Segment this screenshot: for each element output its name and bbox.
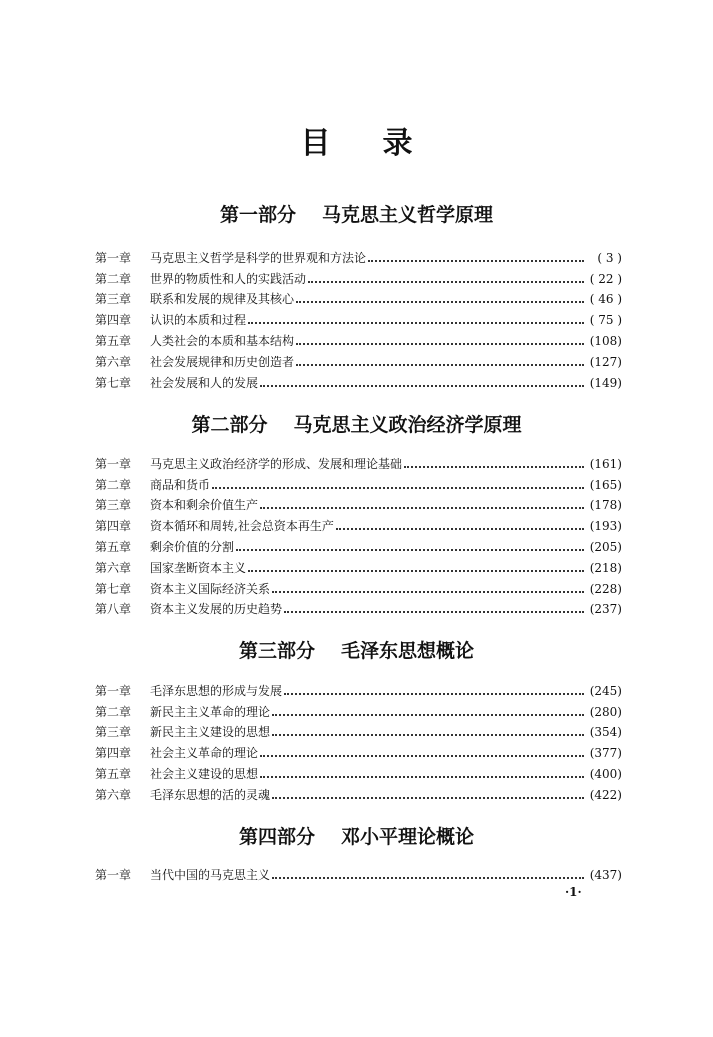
chapter-number: 第四章 — [95, 746, 132, 761]
toc-list-part-1 — [95, 244, 622, 390]
chapter-title: 认识的本质和过程 — [150, 313, 247, 328]
toc-entry[interactable] — [95, 596, 622, 617]
dot-leader — [260, 776, 584, 778]
toc-entry[interactable] — [95, 492, 622, 513]
chapter-title: 联系和发展的规律及其核心 — [150, 292, 295, 307]
toc-entry[interactable] — [95, 369, 622, 390]
chapter-number: 第六章 — [95, 787, 132, 802]
page-title-left: 目 — [300, 126, 331, 161]
dot-leader — [284, 693, 584, 695]
chapter-number: 第三章 — [95, 498, 132, 513]
dot-leader — [260, 385, 584, 387]
chapter-page: ( 46 ) — [589, 292, 622, 307]
dot-leader — [404, 466, 584, 468]
chapter-title: 商品和货币 — [150, 477, 211, 492]
part-name: 毛泽东思想概论 — [341, 640, 475, 662]
toc-entry[interactable] — [95, 450, 622, 471]
toc-entry[interactable] — [95, 781, 622, 802]
chapter-number: 第六章 — [95, 354, 132, 369]
chapter-title: 社会主义革命的理论 — [150, 746, 259, 761]
chapter-number: 第四章 — [95, 519, 132, 534]
chapter-page: (245) — [589, 683, 622, 698]
toc-entry[interactable] — [95, 533, 622, 554]
toc-list-part-2 — [95, 450, 622, 616]
chapter-number: 第二章 — [95, 271, 132, 286]
chapter-page: (437) — [589, 867, 622, 882]
chapter-number: 第一章 — [95, 867, 132, 882]
dot-leader — [296, 343, 584, 345]
chapter-title: 新民主主义建设的思想 — [150, 725, 271, 740]
chapter-page: (218) — [589, 560, 622, 575]
dot-leader — [272, 877, 584, 879]
chapter-page: ( 3 ) — [597, 250, 622, 265]
dot-leader — [248, 322, 584, 324]
toc-entry[interactable] — [95, 677, 622, 698]
chapter-page: (400) — [589, 766, 622, 781]
toc-entry[interactable] — [95, 554, 622, 575]
chapter-number: 第五章 — [95, 333, 132, 348]
part-heading-4 — [0, 822, 713, 849]
dot-leader — [284, 611, 584, 613]
part-label: 第二部分 — [191, 414, 268, 436]
chapter-number: 第五章 — [95, 539, 132, 554]
part-heading-2 — [0, 410, 713, 437]
dot-leader — [296, 301, 584, 303]
dot-leader — [260, 507, 584, 509]
chapter-title: 资本循环和周转,社会总资本再生产 — [150, 519, 334, 534]
chapter-title: 马克思主义政治经济学的形成、发展和理论基础 — [150, 456, 403, 471]
toc-list-part-3 — [95, 677, 622, 802]
chapter-title: 国家垄断资本主义 — [150, 560, 247, 575]
chapter-title: 资本主义国际经济关系 — [150, 581, 271, 596]
toc-list-part-4 — [95, 861, 622, 882]
toc-entry[interactable] — [95, 739, 622, 760]
toc-entry[interactable] — [95, 719, 622, 740]
chapter-page: (149) — [589, 375, 622, 390]
page-title — [0, 118, 713, 162]
page-number: ·1· — [565, 885, 582, 899]
part-label: 第三部分 — [238, 640, 315, 662]
toc-entry[interactable] — [95, 286, 622, 307]
chapter-page: ( 75 ) — [589, 313, 622, 328]
dot-leader — [212, 487, 584, 489]
chapter-number: 第六章 — [95, 560, 132, 575]
chapter-page: (193) — [589, 519, 622, 534]
part-label: 第一部分 — [219, 204, 296, 226]
dot-leader — [236, 549, 584, 551]
chapter-page: (178) — [589, 498, 622, 513]
dot-leader — [272, 714, 584, 716]
chapter-page: (165) — [589, 477, 622, 492]
chapter-title: 社会发展和人的发展 — [150, 375, 259, 390]
chapter-number: 第七章 — [95, 375, 132, 390]
chapter-page: (237) — [589, 602, 622, 617]
chapter-number: 第一章 — [95, 456, 132, 471]
chapter-number: 第五章 — [95, 766, 132, 781]
chapter-title: 资本和剩余价值生产 — [150, 498, 259, 513]
toc-entry[interactable] — [95, 861, 622, 882]
chapter-page: (108) — [589, 333, 622, 348]
chapter-number: 第三章 — [95, 292, 132, 307]
dot-leader — [272, 591, 584, 593]
chapter-title: 毛泽东思想的形成与发展 — [150, 683, 283, 698]
toc-entry[interactable] — [95, 265, 622, 286]
chapter-title: 马克思主义哲学是科学的世界观和方法论 — [150, 250, 367, 265]
dot-leader — [308, 281, 584, 283]
dot-leader — [296, 364, 584, 366]
dot-leader — [260, 755, 584, 757]
chapter-number: 第二章 — [95, 477, 132, 492]
part-name: 邓小平理论概论 — [341, 826, 475, 848]
chapter-title: 当代中国的马克思主义 — [150, 867, 271, 882]
chapter-number: 第三章 — [95, 725, 132, 740]
toc-entry[interactable] — [95, 306, 622, 327]
chapter-number: 第七章 — [95, 581, 132, 596]
part-heading-3 — [0, 636, 713, 663]
toc-entry[interactable] — [95, 471, 622, 492]
part-heading-1 — [0, 200, 713, 227]
chapter-title: 新民主主义革命的理论 — [150, 704, 271, 719]
toc-entry[interactable] — [95, 575, 622, 596]
part-name: 马克思主义哲学原理 — [322, 204, 494, 226]
toc-entry[interactable] — [95, 348, 622, 369]
chapter-number: 第二章 — [95, 704, 132, 719]
dot-leader — [368, 260, 584, 262]
chapter-number: 第八章 — [95, 602, 132, 617]
chapter-number: 第一章 — [95, 250, 132, 265]
dot-leader — [272, 797, 584, 799]
chapter-number: 第四章 — [95, 313, 132, 328]
dot-leader — [248, 570, 584, 572]
page-title-right: 录 — [382, 126, 413, 161]
chapter-page: (161) — [589, 456, 622, 471]
chapter-page: (354) — [589, 725, 622, 740]
toc-entry[interactable] — [95, 244, 622, 265]
toc-entry[interactable] — [95, 327, 622, 348]
chapter-title: 资本主义发展的历史趋势 — [150, 602, 283, 617]
chapter-title: 剩余价值的分割 — [150, 539, 235, 554]
chapter-page: (422) — [589, 787, 622, 802]
chapter-page: (280) — [589, 704, 622, 719]
toc-entry[interactable] — [95, 512, 622, 533]
part-name: 马克思主义政治经济学原理 — [293, 414, 522, 436]
chapter-title: 世界的物质性和人的实践活动 — [150, 271, 307, 286]
toc-entry[interactable] — [95, 698, 622, 719]
chapter-page: ( 22 ) — [589, 271, 622, 286]
chapter-page: (377) — [589, 746, 622, 761]
chapter-page: (205) — [589, 539, 622, 554]
chapter-title: 社会主义建设的思想 — [150, 766, 259, 781]
dot-leader — [272, 734, 584, 736]
part-label: 第四部分 — [238, 826, 315, 848]
chapter-page: (127) — [589, 354, 622, 369]
chapter-title: 人类社会的本质和基本结构 — [150, 333, 295, 348]
chapter-title: 毛泽东思想的活的灵魂 — [150, 787, 271, 802]
chapter-title: 社会发展规律和历史创造者 — [150, 354, 295, 369]
dot-leader — [336, 528, 584, 530]
chapter-page: (228) — [589, 581, 622, 596]
chapter-number: 第一章 — [95, 683, 132, 698]
toc-entry[interactable] — [95, 760, 622, 781]
